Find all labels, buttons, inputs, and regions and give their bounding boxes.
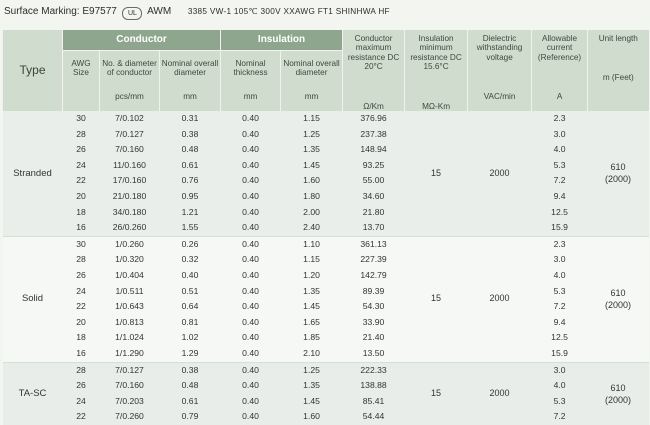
header-current <box>532 30 588 111</box>
resistance-cell: 13.50 <box>343 346 405 362</box>
thickness-cell: 0.40 <box>221 378 281 394</box>
awg-cell: 20 <box>63 315 100 331</box>
resistance-cell: 13.70 <box>343 220 405 236</box>
header-thickness-label: Nominal thickness <box>233 58 268 78</box>
table-row <box>3 236 649 252</box>
insulation-resistance-cell: 15 <box>405 236 468 362</box>
unit-length-feet: (2000) <box>605 300 632 311</box>
current-cell: 5.3 <box>532 158 588 174</box>
conductor-cell: 7/0.127 <box>100 127 160 143</box>
table-row <box>3 173 649 189</box>
unit-length-feet: (2000) <box>605 394 632 405</box>
awg-cell: 22 <box>63 409 100 425</box>
current-cell: 12.5 <box>532 330 588 346</box>
awg-cell: 26 <box>63 142 100 158</box>
awg-cell: 22 <box>63 299 100 315</box>
conductor-cell: 1/0.511 <box>100 284 160 300</box>
thickness-cell: 0.40 <box>221 284 281 300</box>
header-conductor-count-label: No. & diameter of conductor <box>102 58 157 78</box>
resistance-cell: 85.41 <box>343 394 405 410</box>
conductor-cell: 7/0.203 <box>100 394 160 410</box>
table-row <box>3 252 649 268</box>
conductor-od-cell: 0.51 <box>160 284 221 300</box>
table-row <box>3 315 649 331</box>
conductor-od-cell: 0.38 <box>160 362 221 378</box>
current-cell: 7.2 <box>532 173 588 189</box>
header-resistance <box>343 30 405 111</box>
current-cell: 7.2 <box>532 409 588 425</box>
awg-cell: 18 <box>63 330 100 346</box>
header-awg <box>63 50 100 111</box>
header-insulation: Insulation <box>221 30 343 50</box>
table-row <box>3 330 649 346</box>
resistance-cell: 93.25 <box>343 158 405 174</box>
resistance-cell: 138.88 <box>343 378 405 394</box>
thickness-cell: 0.40 <box>221 236 281 252</box>
resistance-cell: 89.39 <box>343 284 405 300</box>
header-resistance-label: Conductor maximum resistance DC 20°C <box>347 34 400 72</box>
conductor-cell: 1/0.260 <box>100 236 160 252</box>
thickness-cell: 0.40 <box>221 346 281 362</box>
resistance-cell: 34.60 <box>343 189 405 205</box>
table-row <box>3 220 649 236</box>
header-insulation-resistance-unit: MΩ-Km <box>422 101 451 111</box>
conductor-od-cell: 1.29 <box>160 346 221 362</box>
header-dielectric <box>468 30 532 111</box>
conductor-od-cell: 1.02 <box>160 330 221 346</box>
dielectric-cell: 2000 <box>468 236 532 362</box>
awg-cell: 30 <box>63 111 100 127</box>
insulation-resistance-cell: 15 <box>405 111 468 236</box>
conductor-cell: 1/1.024 <box>100 330 160 346</box>
header-dielectric-label: Dielectric withstanding voltage <box>476 34 523 62</box>
current-cell: 7.2 <box>532 299 588 315</box>
conductor-cell: 7/0.160 <box>100 142 160 158</box>
resistance-cell: 361.13 <box>343 236 405 252</box>
thickness-cell: 0.40 <box>221 127 281 143</box>
insulation-od-cell: 1.15 <box>281 111 343 127</box>
thickness-cell: 0.40 <box>221 315 281 331</box>
unit-length-cell <box>588 111 649 236</box>
conductor-od-cell: 0.76 <box>160 173 221 189</box>
header-current-unit: A <box>556 92 563 102</box>
header-insulation-od-label: Nominal overall diameter <box>283 58 340 78</box>
current-cell: 3.0 <box>532 252 588 268</box>
insulation-od-cell: 2.00 <box>281 205 343 221</box>
unit-length-cell <box>588 236 649 362</box>
conductor-od-cell: 0.61 <box>160 394 221 410</box>
conductor-od-cell: 0.79 <box>160 409 221 425</box>
marking-code: 3385 VW-1 105℃ 300V XXAWG FT1 SHINHWA HF <box>187 7 390 16</box>
resistance-cell: 237.38 <box>343 127 405 143</box>
awg-cell: 20 <box>63 189 100 205</box>
current-cell: 4.0 <box>532 142 588 158</box>
thickness-cell: 0.40 <box>221 268 281 284</box>
unit-length-feet: (2000) <box>605 174 632 185</box>
awg-cell: 16 <box>63 220 100 236</box>
type-cell: TA-SC <box>3 362 63 425</box>
resistance-cell: 227.39 <box>343 252 405 268</box>
table-row <box>3 111 649 127</box>
insulation-od-cell: 1.35 <box>281 378 343 394</box>
specification-table <box>2 30 649 425</box>
awm-label: AWM <box>147 6 172 17</box>
conductor-od-cell: 0.40 <box>160 268 221 284</box>
conductor-cell: 7/0.160 <box>100 378 160 394</box>
thickness-cell: 0.40 <box>221 205 281 221</box>
insulation-od-cell: 2.40 <box>281 220 343 236</box>
unit-length-cell <box>588 362 649 425</box>
insulation-od-cell: 1.60 <box>281 409 343 425</box>
insulation-od-cell: 1.45 <box>281 158 343 174</box>
conductor-cell: 1/0.813 <box>100 315 160 331</box>
insulation-od-cell: 1.35 <box>281 284 343 300</box>
header-conductor-count-unit: pcs/mm <box>115 91 144 101</box>
current-cell: 4.0 <box>532 268 588 284</box>
conductor-od-cell: 0.61 <box>160 158 221 174</box>
current-cell: 2.3 <box>532 111 588 127</box>
awg-cell: 30 <box>63 236 100 252</box>
resistance-cell: 21.40 <box>343 330 405 346</box>
insulation-od-cell: 1.35 <box>281 142 343 158</box>
conductor-cell: 7/0.127 <box>100 362 160 378</box>
thickness-cell: 0.40 <box>221 299 281 315</box>
table-row <box>3 205 649 221</box>
header-conductor-od-label: Nominal overall diameter <box>161 58 219 78</box>
table-row <box>3 189 649 205</box>
conductor-cell: 21/0.180 <box>100 189 160 205</box>
resistance-cell: 21.80 <box>343 205 405 221</box>
insulation-od-cell: 1.25 <box>281 362 343 378</box>
awg-cell: 26 <box>63 268 100 284</box>
conductor-cell: 17/0.160 <box>100 173 160 189</box>
conductor-cell: 1/0.320 <box>100 252 160 268</box>
insulation-resistance-cell: 15 <box>405 362 468 425</box>
header-insulation-od <box>281 50 343 111</box>
conductor-od-cell: 1.55 <box>160 220 221 236</box>
conductor-cell: 7/0.260 <box>100 409 160 425</box>
conductor-od-cell: 0.48 <box>160 142 221 158</box>
header-conductor-count <box>100 50 160 111</box>
current-cell: 9.4 <box>532 189 588 205</box>
conductor-cell: 7/0.102 <box>100 111 160 127</box>
awg-cell: 24 <box>63 284 100 300</box>
current-cell: 3.0 <box>532 362 588 378</box>
insulation-od-cell: 2.10 <box>281 346 343 362</box>
conductor-cell: 34/0.180 <box>100 205 160 221</box>
current-cell: 12.5 <box>532 205 588 221</box>
insulation-od-cell: 1.45 <box>281 394 343 410</box>
header-insulation-od-unit: mm <box>304 91 319 101</box>
conductor-od-cell: 0.64 <box>160 299 221 315</box>
thickness-cell: 0.40 <box>221 362 281 378</box>
resistance-cell: 33.90 <box>343 315 405 331</box>
header-thickness-unit: mm <box>243 91 258 101</box>
insulation-od-cell: 1.60 <box>281 173 343 189</box>
conductor-cell: 1/0.404 <box>100 268 160 284</box>
table-row <box>3 394 649 410</box>
surface-marking-label: Surface Marking: E97577 <box>4 6 117 17</box>
current-cell: 5.3 <box>532 284 588 300</box>
conductor-od-cell: 1.21 <box>160 205 221 221</box>
current-cell: 2.3 <box>532 236 588 252</box>
conductor-od-cell: 0.48 <box>160 378 221 394</box>
table-row <box>3 299 649 315</box>
resistance-cell: 376.96 <box>343 111 405 127</box>
awg-cell: 24 <box>63 394 100 410</box>
awg-cell: 28 <box>63 127 100 143</box>
conductor-od-cell: 0.81 <box>160 315 221 331</box>
header-type: Type <box>3 30 63 111</box>
conductor-od-cell: 0.38 <box>160 127 221 143</box>
thickness-cell: 0.40 <box>221 111 281 127</box>
surface-marking <box>4 4 390 20</box>
current-cell: 5.3 <box>532 394 588 410</box>
resistance-cell: 148.94 <box>343 142 405 158</box>
thickness-cell: 0.40 <box>221 220 281 236</box>
current-cell: 4.0 <box>532 378 588 394</box>
table-body <box>3 111 649 425</box>
header-insulation-resistance <box>405 30 468 111</box>
unit-length-meters: 610 <box>610 382 626 393</box>
insulation-od-cell: 1.10 <box>281 236 343 252</box>
awg-cell: 24 <box>63 158 100 174</box>
awg-cell: 22 <box>63 173 100 189</box>
table-row <box>3 362 649 378</box>
header-conductor-od-unit: mm <box>183 91 197 101</box>
table-row <box>3 409 649 425</box>
table-row <box>3 378 649 394</box>
thickness-cell: 0.40 <box>221 252 281 268</box>
current-cell: 15.9 <box>532 346 588 362</box>
table-row <box>3 346 649 362</box>
type-cell: Solid <box>3 236 63 362</box>
header-unit-length <box>588 30 649 111</box>
thickness-cell: 0.40 <box>221 158 281 174</box>
insulation-od-cell: 1.25 <box>281 127 343 143</box>
awg-cell: 16 <box>63 346 100 362</box>
thickness-cell: 0.40 <box>221 409 281 425</box>
header-thickness <box>221 50 281 111</box>
header-awg-label: AWG Size <box>71 58 91 78</box>
insulation-od-cell: 1.65 <box>281 315 343 331</box>
table-row <box>3 158 649 174</box>
awg-cell: 28 <box>63 252 100 268</box>
header-dielectric-unit: VAC/min <box>483 92 516 102</box>
resistance-cell: 54.44 <box>343 409 405 425</box>
insulation-od-cell: 1.85 <box>281 330 343 346</box>
thickness-cell: 0.40 <box>221 394 281 410</box>
header-unit-length-unit: m (Feet) <box>602 73 634 83</box>
header-resistance-unit: Ω/Km <box>363 101 384 111</box>
conductor-od-cell: 0.32 <box>160 252 221 268</box>
awg-cell: 18 <box>63 205 100 221</box>
thickness-cell: 0.40 <box>221 189 281 205</box>
resistance-cell: 54.30 <box>343 299 405 315</box>
awg-cell: 26 <box>63 378 100 394</box>
insulation-od-cell: 1.20 <box>281 268 343 284</box>
thickness-cell: 0.40 <box>221 173 281 189</box>
dielectric-cell: 2000 <box>468 362 532 425</box>
table-row <box>3 127 649 143</box>
current-cell: 3.0 <box>532 127 588 143</box>
header-unit-length-label: Unit length <box>598 34 638 43</box>
resistance-cell: 222.33 <box>343 362 405 378</box>
conductor-od-cell: 0.26 <box>160 236 221 252</box>
conductor-cell: 26/0.260 <box>100 220 160 236</box>
resistance-cell: 55.00 <box>343 173 405 189</box>
header-insulation-resistance-label: Insulation minimum resistance DC 15.6°C <box>410 34 462 72</box>
conductor-od-cell: 0.31 <box>160 111 221 127</box>
unit-length-meters: 610 <box>610 162 626 173</box>
ul-recognized-icon: UL <box>122 7 142 20</box>
conductor-cell: 11/0.160 <box>100 158 160 174</box>
dielectric-cell: 2000 <box>468 111 532 236</box>
table-row <box>3 142 649 158</box>
current-cell: 9.4 <box>532 315 588 331</box>
header-conductor-od <box>160 50 221 111</box>
type-cell: Stranded <box>3 111 63 236</box>
insulation-od-cell: 1.80 <box>281 189 343 205</box>
thickness-cell: 0.40 <box>221 330 281 346</box>
conductor-cell: 1/0.643 <box>100 299 160 315</box>
conductor-od-cell: 0.95 <box>160 189 221 205</box>
header-current-label: Allowable current (Reference) <box>537 34 582 62</box>
resistance-cell: 142.79 <box>343 268 405 284</box>
header-conductor: Conductor <box>63 30 221 50</box>
insulation-od-cell: 1.45 <box>281 299 343 315</box>
table-row <box>3 268 649 284</box>
current-cell: 15.9 <box>532 220 588 236</box>
conductor-cell: 1/1.290 <box>100 346 160 362</box>
awg-cell: 28 <box>63 362 100 378</box>
thickness-cell: 0.40 <box>221 142 281 158</box>
unit-length-meters: 610 <box>610 288 626 299</box>
insulation-od-cell: 1.15 <box>281 252 343 268</box>
table-row <box>3 284 649 300</box>
